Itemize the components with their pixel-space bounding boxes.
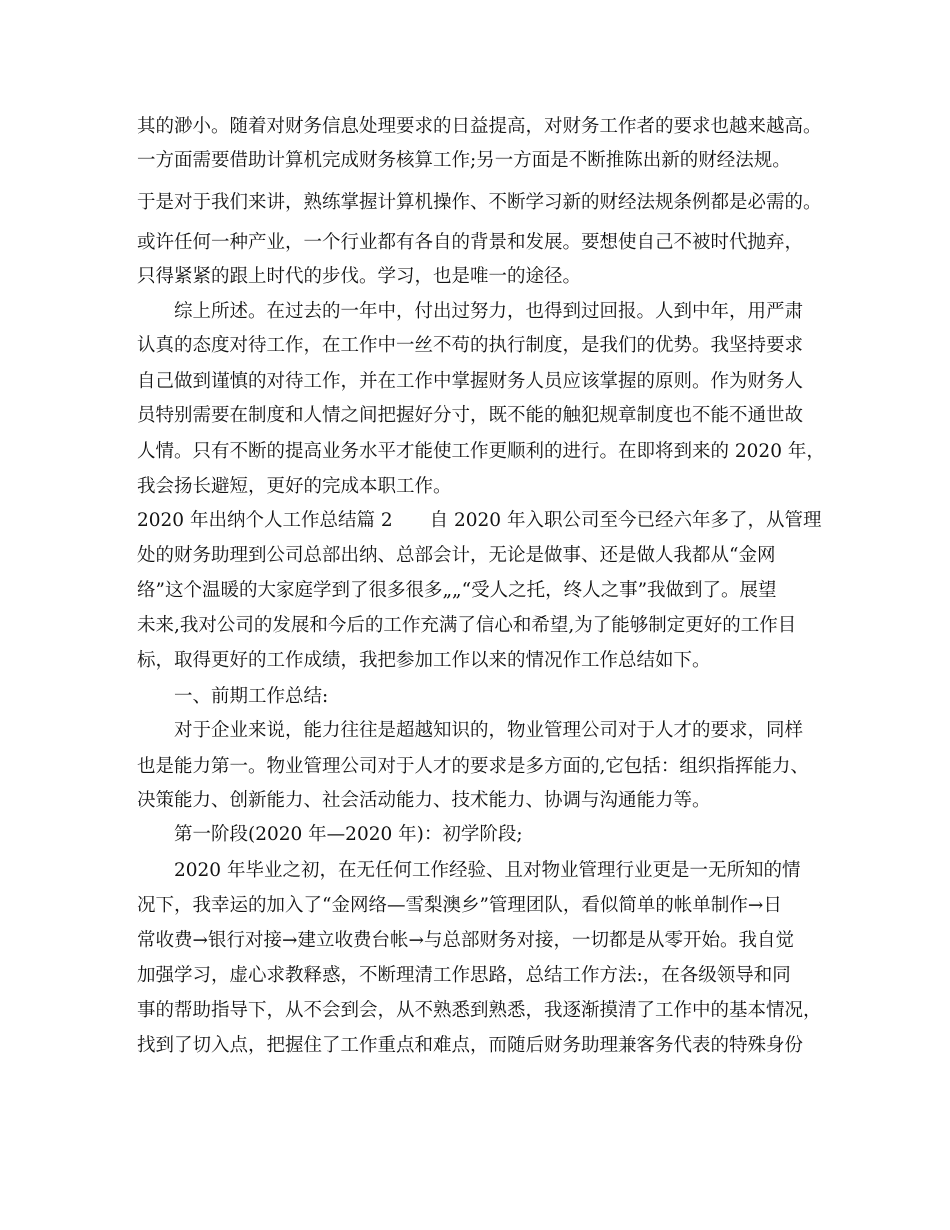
text-line: 于是对于我们来讲，熟练掌握计算机操作、不断学习新的财经法规条例都是必需的。: [137, 192, 822, 213]
text-line: 我会扬长避短，更好的完成本职工作。: [137, 476, 452, 497]
text-line: 自己做到谨慎的对待工作，并在工作中掌握财务人员应该掌握的原则。作为财务人: [137, 371, 804, 392]
text-line: 其的渺小。随着对财务信息处理要求的日益提高，对财务工作者的要求也越来越高。: [137, 116, 822, 137]
text-line: 加强学习，虚心求教释惑，不断理清工作思路，总结工作方法:，在各级领导和同: [137, 965, 791, 986]
text-line: 况下，我幸运的加入了“金网络—雪梨澳乡”管理团队，看似简单的帐单制作→日: [137, 895, 782, 916]
text-line: 决策能力、创新能力、社会活动能力、技术能力、协调与沟通能力等。: [137, 790, 711, 811]
text-line: 一方面需要借助计算机完成财务核算工作;另一方面是不断推陈出新的财经法规。: [137, 150, 791, 171]
text-line: 事的帮助指导下，从不会到会，从不熟悉到熟悉，我逐渐摸清了工作中的基本情况，: [137, 1000, 822, 1021]
text-line: 只得紧紧的跟上时代的步伐。学习，也是唯一的途径。: [137, 266, 582, 287]
text-line: 络”这个温暖的大家庭学到了很多很多„„“受人之托，终人之事”我做到了。展望: [137, 580, 777, 601]
text-line: 2020 年毕业之初，在无任何工作经验、且对物业管理行业更是一无所知的情: [174, 860, 801, 881]
subheading: 一、前期工作总结:: [174, 686, 329, 707]
text-line: 常收费→银行对接→建立收费台帐→与总部财务对接，一切都是从零开始。我自觉: [137, 930, 795, 951]
text-line: 认真的态度对待工作，在工作中一丝不苟的执行制度，是我们的优势。我坚持要求: [137, 335, 804, 356]
text-line: 综上所述。在过去的一年中，付出过努力，也得到过回报。人到中年，用严肃: [174, 301, 804, 322]
text-line: 处的财务助理到公司总部出纳、总部会计，无论是做事、还是做人我都从“金网: [137, 545, 776, 566]
text-line: 或许任何一种产业，一个行业都有各自的背景和发展。要想使自己不被时代抛弃，: [137, 232, 804, 253]
text-line: 员特别需要在制度和人情之间把握好分寸，既不能的触犯规章制度也不能不通世故: [137, 405, 804, 426]
subheading: 第一阶段(2020 年—2020 年)：初学阶段;: [174, 824, 523, 845]
text-line: 未来,我对公司的发展和今后的工作充满了信心和希望,为了能够制定更好的工作目: [137, 615, 797, 636]
text-line: 标，取得更好的工作成绩，我把参加工作以来的情况作工作总结如下。: [137, 650, 711, 671]
section-heading: 2020 年出纳个人工作总结篇 2 自 2020 年入职公司至今已经六年多了，从管理: [137, 510, 822, 531]
text-line: 对于企业来说，能力往往是超越知识的，物业管理公司对于人才的要求，同样: [174, 720, 804, 741]
text-line: 也是能力第一。物业管理公司对于人才的要求是多方面的,它包括：组织指挥能力、: [137, 756, 809, 777]
text-line: 找到了切入点，把握住了工作重点和难点，而随后财务助理兼客务代表的特殊身份: [137, 1035, 804, 1056]
text-line: 人情。只有不断的提高业务水平才能使工作更顺利的进行。在即将到来的 2020 年，: [137, 441, 825, 462]
